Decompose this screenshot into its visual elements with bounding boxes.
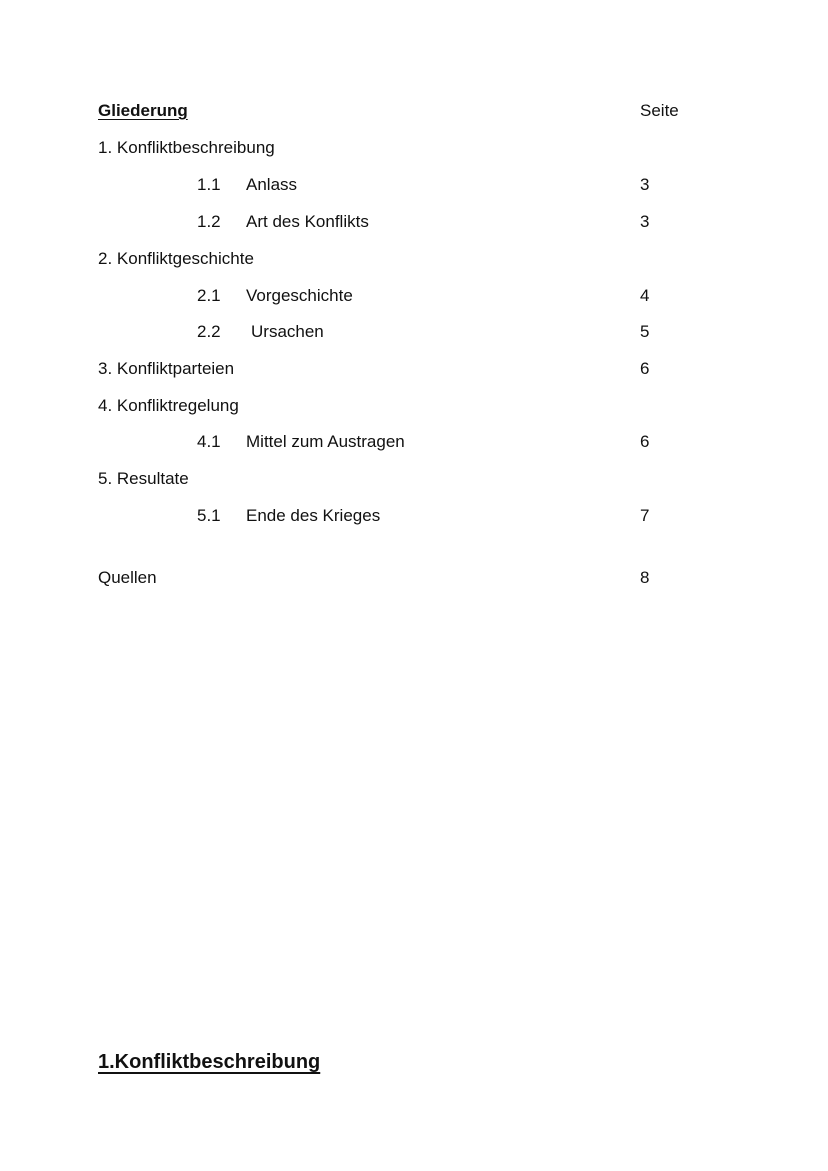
toc-entry-page: 5 (640, 322, 650, 341)
toc-entry-number: 2.2 (197, 322, 221, 341)
toc-entry-number: 1.2 (197, 212, 221, 231)
toc-entry-label: Anlass (246, 175, 298, 194)
toc-entry-label: Ende des Krieges (246, 506, 381, 525)
page-column-label: Seite (640, 101, 679, 120)
toc-entry-page: 3 (640, 175, 650, 194)
toc-entry-page: 4 (640, 286, 650, 305)
toc-entry-page: 7 (640, 506, 650, 525)
toc-entry-number: 4.1 (197, 432, 221, 451)
toc-entry-label: Vorgeschichte (246, 286, 353, 305)
toc-entry-number: 2.1 (197, 286, 221, 305)
toc-entry-4: 4. Konfliktregelung (98, 396, 239, 415)
toc-entry-1: 1. Konfliktbeschreibung (98, 138, 275, 157)
toc-entry-page: 6 (640, 432, 650, 451)
toc-entry-page: 8 (640, 568, 650, 587)
toc-entry-page: 6 (640, 359, 650, 378)
toc-entry-5: 5. Resultate (98, 469, 189, 488)
toc-entry-label: Ursachen (251, 322, 324, 341)
toc-entry-label: Art des Konflikts (246, 212, 369, 231)
toc-entry-3: 3. Konfliktparteien (98, 359, 235, 378)
toc-entry-label: Mittel zum Austragen (246, 432, 405, 451)
toc-entry-number: 5.1 (197, 506, 221, 525)
toc-entry-page: 3 (640, 212, 650, 231)
toc-entry-number: 1.1 (197, 175, 221, 194)
toc-entry-2: 2. Konfliktgeschichte (98, 249, 254, 268)
toc-title: Gliederung (98, 101, 188, 120)
section-heading: 1.Konfliktbeschreibung (98, 1051, 321, 1073)
toc-entry-sources: Quellen (98, 568, 157, 587)
